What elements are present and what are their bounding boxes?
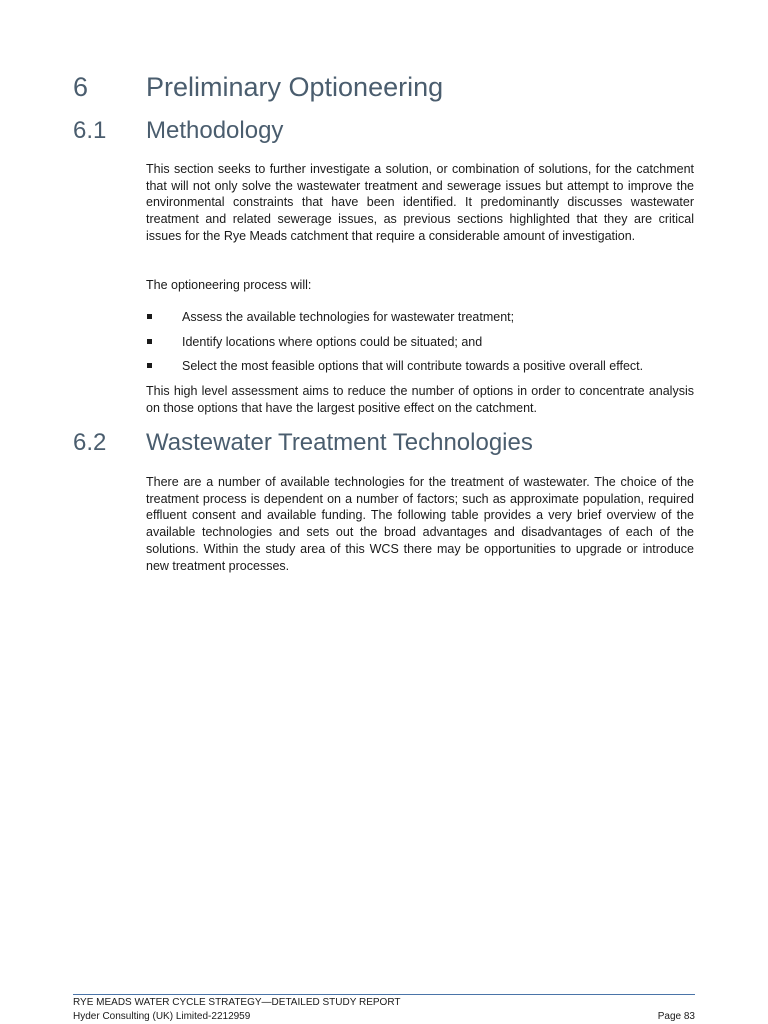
section-title: Methodology: [146, 117, 284, 144]
assessment-paragraph: This high level assessment aims to reduce the number of options in order to concentrate analysis on those options that have the largest positive effect on the catchment.: [146, 384, 694, 415]
square-bullet-icon: [147, 314, 152, 319]
footer-divider: [73, 994, 695, 995]
footer-line-2: [73, 1010, 695, 1023]
report-title: RYE MEADS WATER CYCLE STRATEGY—DETAILED STUDY REPORT: [73, 997, 401, 1008]
section-6-heading: [73, 70, 443, 104]
section-title: Preliminary Optioneering: [146, 72, 444, 102]
section-number: 6.2: [73, 429, 107, 456]
section-6-2-heading: [73, 428, 533, 458]
section-number: 6: [73, 72, 89, 102]
company-name: Hyder Consulting (UK) Limited-2212959: [73, 1011, 251, 1022]
section-6-1-heading: [73, 116, 283, 146]
list-item-text: Select the most feasible options that will contribute towards a positive overall effect.: [182, 359, 644, 373]
technologies-paragraph: There are a number of available technologies for the treatment of wastewater. The choice of the treatment process is dependent on a number of factors; such as approximate population, required effluent consent and available funding. The following table provides a very brief overview of the available technologies and sets out the broad advantages and disadvantages of each of the solutions. Within the study area of this WCS there may be opportunities to upgrade or introduce new treatment processes.: [146, 475, 694, 573]
list-item-text: Identify locations where options could be situated; and: [182, 334, 483, 349]
section-title: Wastewater Treatment Technologies: [146, 429, 533, 456]
square-bullet-icon: [147, 339, 152, 344]
optioneering-intro: The optioneering process will:: [146, 278, 312, 292]
page-number: Page 83: [657, 1011, 695, 1022]
methodology-paragraph: This section seeks to further investigate a solution, or combination of solutions, for the catchment that will not only solve the wastewater treatment and sewerage issues but attempt to improve the environmental constraints that have been identified. It predominantly discusses wastewater treatment and related sewerage issues, as previous sections highlighted that they are critical issues for the Rye Meads catchment that require a considerable amount of investigation.: [146, 162, 694, 243]
list-item-text: Assess the available technologies for wastewater treatment;: [182, 310, 515, 324]
square-bullet-icon: [147, 363, 152, 368]
optioneering-bullet-list: [146, 309, 694, 383]
footer-line-1: [73, 996, 695, 1009]
list-item: [146, 309, 694, 334]
list-item: [146, 358, 694, 383]
section-number: 6.1: [73, 117, 107, 144]
list-item: [146, 334, 694, 359]
